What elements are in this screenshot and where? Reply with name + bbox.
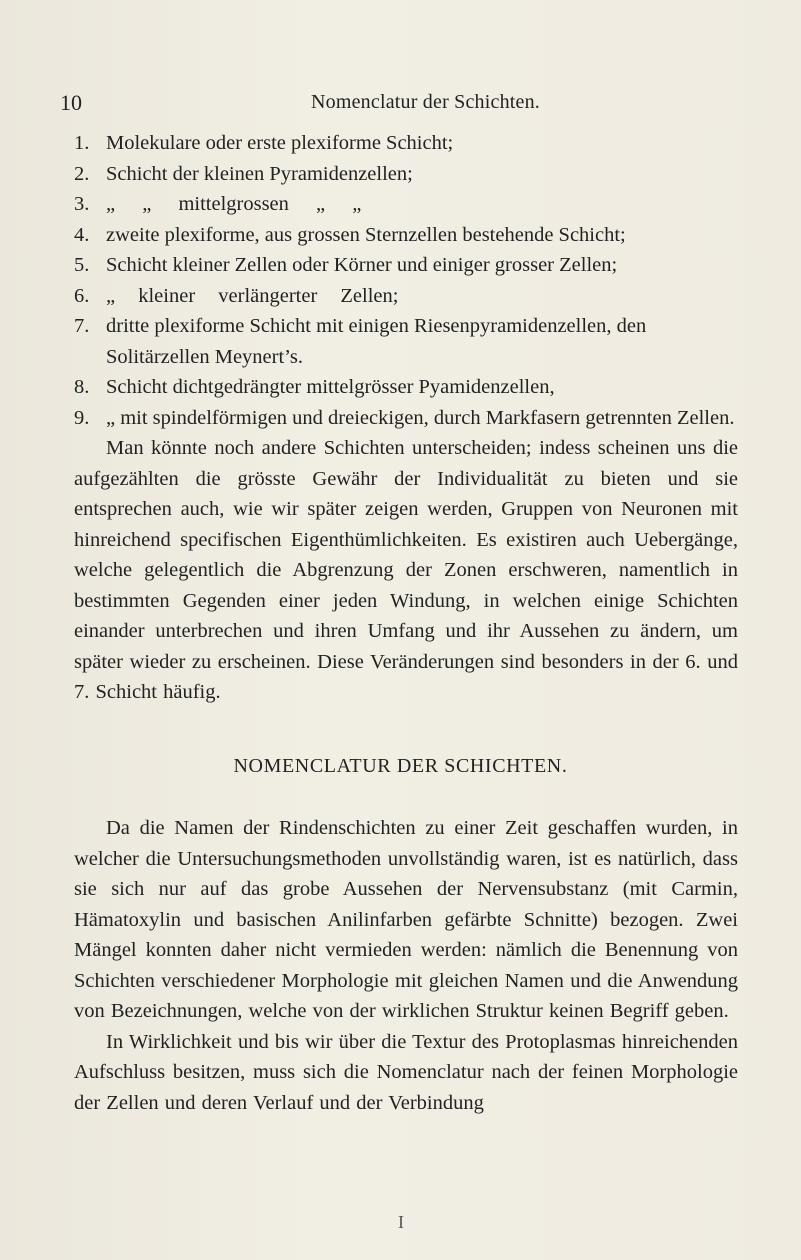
list-item bbox=[74, 281, 738, 312]
list-text: „ mit spindelförmigen und dreieckigen, durch Markfasern getrennten Zellen. bbox=[106, 406, 735, 429]
list-item bbox=[74, 159, 738, 190]
list-number: 4. bbox=[74, 223, 90, 246]
paragraph: Da die Namen der Rindenschichten zu einer Zeit geschaffen wurden, in welcher die Untersuchungsmethoden unvollständig waren, ist es natürlich, dass sie sich nur auf das grobe Aussehen der Nervensubstanz (mit Carmin, Hämatoxylin und basischen Anilinfarben gefärbte Schnitte) bezogen. Zwei Mängel konnten daher nicht vermieden werden: nämlich die Benennung von Schichten verschiedener Morphologie mit gleichen Namen und die Anwendung von Bezeichnungen, welche von der wirklichen Struktur keinen Begriff geben. bbox=[74, 817, 738, 1022]
list-item bbox=[74, 189, 738, 220]
list-text: dritte plexiforme Schicht mit einigen Riesenpyramidenzellen, den Solitärzellen Meynert’s. bbox=[106, 315, 647, 368]
list-text: Schicht der kleinen Pyramidenzellen; bbox=[106, 162, 413, 185]
list-text: „ kleiner verlängerter Zellen; bbox=[106, 284, 399, 307]
list-item bbox=[74, 220, 738, 251]
paragraph: In Wirklichkeit und bis wir über die Textur des Protoplasmas hinreichenden Aufschluss besitzen, muss sich die Nomenclatur nach der feinen Morphologie der Zellen und deren Verlauf und der Verbindung bbox=[74, 1030, 738, 1114]
list-item bbox=[74, 403, 738, 434]
list-item bbox=[74, 372, 738, 403]
paragraph: Man könnte noch andere Schichten unterscheiden; indess scheinen uns die aufgezählten die grösste Gewähr der Individualität zu bieten und sie entsprechen auch, wie wir später zeigen werden, Gruppen von Neuronen mit hinreichend specifischen Eigenthümlichkeiten. Es existiren auch Uebergänge, welche gelegentlich die Abgrenzung der Zonen erschweren, namentlich in bestimmten Gegenden einer jeden Windung, in welchen einige Schichten einander unterbrechen und ihren Umfang und ihr Aussehen zu ändern, um später wieder zu erscheinen. Diese Veränderungen sind besonders in der 6. und 7. Schicht häufig. bbox=[74, 437, 738, 703]
list-item bbox=[74, 128, 738, 159]
section-heading: NOMENCLATUR DER SCHICHTEN. bbox=[233, 755, 568, 777]
list-text: Schicht dichtgedrängter mittelgrösser Pyamidenzellen, bbox=[106, 376, 555, 398]
page-number: 10 bbox=[60, 90, 82, 115]
list-number: 2. bbox=[74, 162, 90, 185]
list-number: 7. bbox=[74, 315, 90, 337]
list-text: zweite plexiforme, aus grossen Sternzellen bestehende Schicht; bbox=[106, 223, 626, 246]
list-number: 9. bbox=[74, 406, 90, 429]
list-text: Schicht kleiner Zellen oder Körner und einiger grosser Zellen; bbox=[106, 254, 618, 276]
running-head bbox=[60, 90, 750, 118]
list-item bbox=[74, 250, 738, 281]
list-text: „ „ mittelgrossen „ „ bbox=[106, 193, 362, 215]
list-number: 6. bbox=[74, 284, 90, 307]
running-title: Nomenclatur der Schichten. bbox=[311, 91, 541, 113]
signature-mark: I bbox=[398, 1212, 404, 1232]
list-number: 5. bbox=[74, 254, 90, 276]
main-text bbox=[74, 128, 738, 708]
list-item bbox=[74, 311, 738, 372]
list-number: 8. bbox=[74, 376, 90, 398]
section-text bbox=[74, 813, 738, 1118]
list-text: Molekulare oder erste plexiforme Schicht; bbox=[106, 132, 454, 154]
list-number: 3. bbox=[74, 193, 90, 215]
list-number: 1. bbox=[74, 132, 90, 154]
